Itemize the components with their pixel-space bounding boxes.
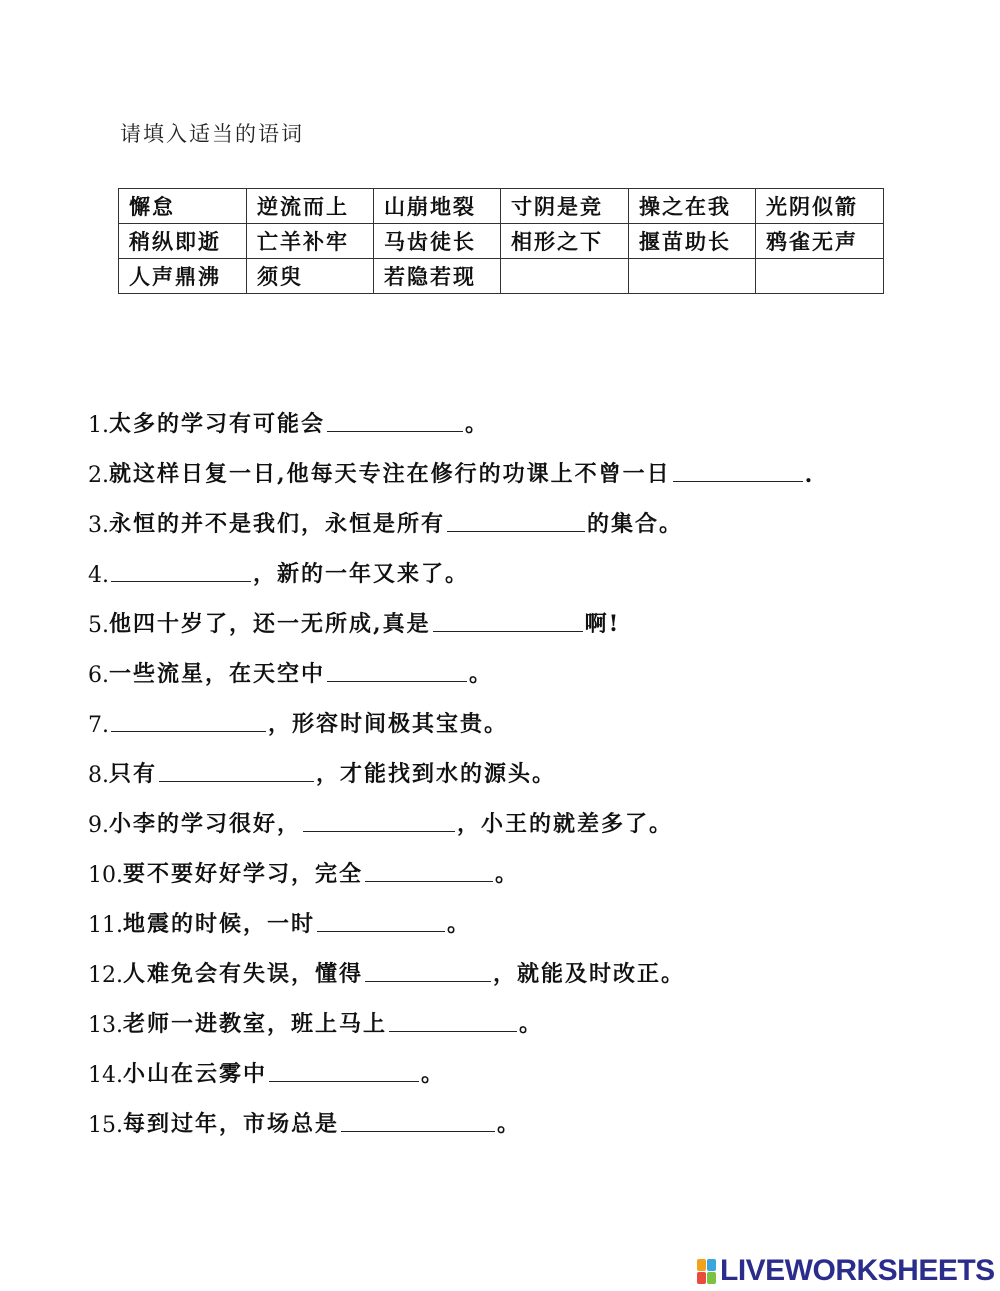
- word-bank-row: [119, 259, 884, 294]
- question-2: [88, 438, 978, 488]
- question-number: 13.: [88, 1013, 123, 1038]
- question-number: 6.: [88, 663, 109, 688]
- question-text-after: 的集合。: [587, 511, 684, 537]
- question-text-after: 。: [495, 861, 520, 887]
- logo-block: [707, 1272, 716, 1284]
- question-text-after: .: [804, 462, 815, 488]
- word-bank-cell: 亡羊补牢: [247, 224, 374, 259]
- answer-blank[interactable]: [111, 580, 251, 582]
- question-text-after: ，才能找到水的源头。: [316, 761, 557, 787]
- question-number: 12.: [88, 963, 123, 988]
- question-number: 1.: [88, 413, 109, 438]
- question-1: [88, 388, 978, 438]
- answer-blank[interactable]: [327, 430, 463, 432]
- word-bank-cell-empty: [501, 259, 629, 294]
- question-13: [88, 988, 978, 1038]
- liveworksheets-logo: [697, 1254, 995, 1288]
- word-bank-cell: 光阴似箭: [756, 189, 884, 224]
- question-number: 11.: [88, 913, 123, 938]
- question-number: 15.: [88, 1113, 123, 1138]
- question-15: [88, 1088, 978, 1138]
- answer-blank[interactable]: [111, 730, 266, 732]
- question-number: 14.: [88, 1063, 123, 1088]
- question-7: [88, 688, 978, 738]
- question-number: 10.: [88, 863, 123, 888]
- answer-blank[interactable]: [159, 780, 314, 782]
- word-bank-cell: 寸阴是竞: [501, 189, 629, 224]
- question-number: 9.: [88, 813, 109, 838]
- question-text-before: 永恒的并不是我们，永恒是所有: [109, 511, 446, 537]
- question-text-after: 。: [421, 1061, 446, 1087]
- logo-text: LIVEWORKSHEETS: [720, 1254, 995, 1287]
- question-number: 7.: [88, 713, 109, 738]
- answer-blank[interactable]: [269, 1080, 419, 1082]
- word-bank-cell-empty: [629, 259, 756, 294]
- answer-blank[interactable]: [303, 830, 455, 832]
- question-4: [88, 538, 978, 588]
- question-text-before: 只有: [109, 761, 158, 787]
- answer-blank[interactable]: [673, 480, 803, 482]
- word-bank-cell: 懈怠: [119, 189, 247, 224]
- question-text-after: 。: [519, 1011, 544, 1037]
- question-9: [88, 788, 978, 838]
- question-text-after: 。: [469, 661, 494, 687]
- question-list: [88, 388, 978, 1138]
- question-text-after: 。: [465, 411, 490, 437]
- question-11: [88, 888, 978, 938]
- word-bank-cell: 若隐若现: [374, 259, 501, 294]
- question-text-before: 老师一进教室，班上马上: [123, 1011, 388, 1037]
- question-text-after: ，就能及时改正。: [493, 961, 686, 987]
- word-bank-row: [119, 224, 884, 259]
- question-number: 8.: [88, 763, 109, 788]
- answer-blank[interactable]: [327, 680, 467, 682]
- logo-block: [697, 1272, 706, 1284]
- question-8: [88, 738, 978, 788]
- question-text-before: 一些流星，在天空中: [109, 661, 326, 687]
- answer-blank[interactable]: [433, 630, 583, 632]
- word-bank-cell: 逆流而上: [247, 189, 374, 224]
- question-text-before: 就这样日复一日,他每天专注在修行的功课上不曾一日: [109, 461, 671, 487]
- answer-blank[interactable]: [317, 930, 445, 932]
- question-text-before: 他四十岁了，还一无所成,真是: [109, 611, 431, 637]
- question-3: [88, 488, 978, 538]
- logo-block: [697, 1259, 706, 1271]
- word-bank-cell: 鸦雀无声: [756, 224, 884, 259]
- word-bank-cell: 山崩地裂: [374, 189, 501, 224]
- word-bank-cell: 稍纵即逝: [119, 224, 247, 259]
- question-text-before: 太多的学习有可能会: [109, 411, 326, 437]
- question-text-before: 每到过年，市场总是: [123, 1111, 340, 1137]
- question-14: [88, 1038, 978, 1088]
- question-text-after: ，新的一年又来了。: [253, 561, 470, 587]
- word-bank-row: [119, 189, 884, 224]
- word-bank-cell: 操之在我: [629, 189, 756, 224]
- word-bank-cell: 人声鼎沸: [119, 259, 247, 294]
- question-text-before: 要不要好好学习，完全: [123, 861, 364, 887]
- question-12: [88, 938, 978, 988]
- instruction-text: 请填入适当的语词: [120, 122, 304, 146]
- question-number: 5.: [88, 613, 109, 638]
- answer-blank[interactable]: [365, 880, 493, 882]
- logo-blocks-icon: [697, 1259, 716, 1284]
- logo-block: [707, 1259, 716, 1271]
- question-number: 2.: [88, 463, 109, 488]
- question-number: 3.: [88, 513, 109, 538]
- question-text-before: 小山在云雾中: [123, 1061, 268, 1087]
- word-bank-cell: 马齿徒长: [374, 224, 501, 259]
- word-bank-table: [118, 188, 884, 294]
- question-5: [88, 588, 978, 638]
- question-text-before: 地震的时候，一时: [123, 911, 316, 937]
- question-text-after: 。: [447, 911, 472, 937]
- word-bank-cell: 相形之下: [501, 224, 629, 259]
- question-text-after: 啊!: [584, 611, 621, 637]
- answer-blank[interactable]: [365, 980, 491, 982]
- question-text-after: 。: [497, 1111, 522, 1137]
- answer-blank[interactable]: [447, 530, 585, 532]
- answer-blank[interactable]: [389, 1030, 517, 1032]
- question-10: [88, 838, 978, 888]
- question-text-after: ，形容时间极其宝贵。: [268, 711, 509, 737]
- word-bank-cell: 揠苗助长: [629, 224, 756, 259]
- word-bank-cell: 须臾: [247, 259, 374, 294]
- question-number: 4.: [88, 563, 109, 588]
- question-text-before: 人难免会有失误，懂得: [123, 961, 364, 987]
- word-bank-cell-empty: [756, 259, 884, 294]
- answer-blank[interactable]: [341, 1130, 495, 1132]
- question-text-before: 小李的学习很好，: [109, 811, 302, 837]
- question-6: [88, 638, 978, 688]
- question-text-after: ，小王的就差多了。: [457, 811, 674, 837]
